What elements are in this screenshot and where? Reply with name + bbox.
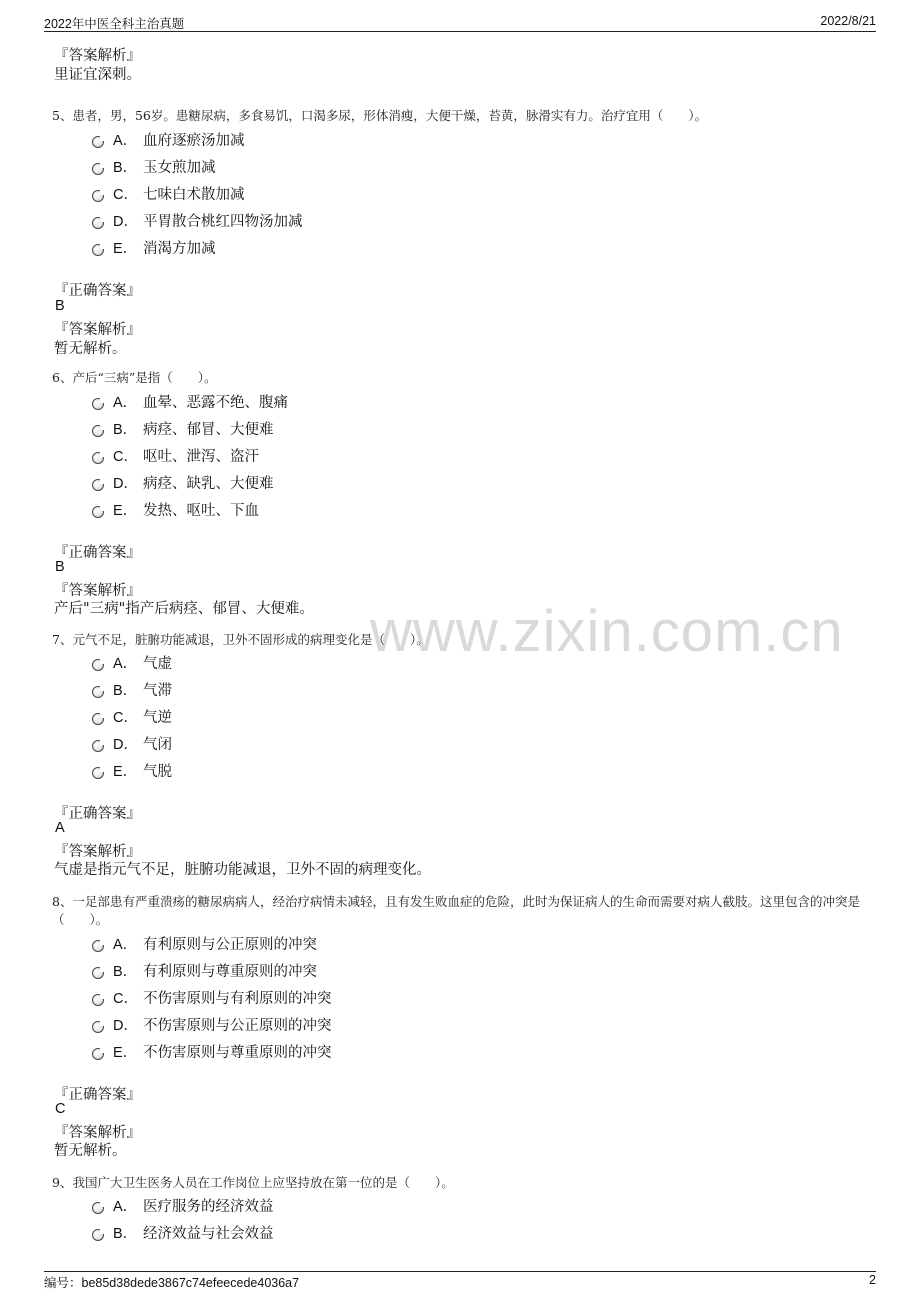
option-c[interactable]: C． 气逆 — [92, 706, 172, 726]
option-b[interactable]: B． 病痉、郁冒、大便难 — [92, 418, 274, 438]
option-e[interactable]: E． 不伤害原则与尊重原则的冲突 — [92, 1041, 332, 1061]
question-text: 5、患者，男，56岁。患糖尿病，多食易饥，口渴多尿，形体消瘦，大便干燥，苔黄，脉滑实有力。治疗宜用（ ）。 — [52, 108, 708, 123]
answer-value: C — [55, 1101, 66, 1117]
radio-icon[interactable] — [92, 425, 104, 437]
radio-icon[interactable] — [92, 659, 104, 671]
radio-icon[interactable] — [92, 136, 104, 148]
answer-value: A — [55, 820, 65, 836]
radio-icon[interactable] — [92, 244, 104, 256]
radio-icon[interactable] — [92, 967, 104, 979]
radio-icon[interactable] — [92, 506, 104, 518]
option-b[interactable]: B． 有利原则与尊重原则的冲突 — [92, 960, 317, 980]
radio-icon[interactable] — [92, 767, 104, 779]
option-e[interactable]: E． 消渴方加减 — [92, 237, 216, 257]
radio-icon[interactable] — [92, 994, 104, 1006]
radio-icon[interactable] — [92, 1229, 104, 1241]
watermark: www.zixin.com.cn — [370, 599, 844, 664]
option-e[interactable]: E． 气脱 — [92, 760, 172, 780]
radio-icon[interactable] — [92, 1202, 104, 1214]
radio-icon[interactable] — [92, 190, 104, 202]
analysis-label: 『答案解析』 — [54, 48, 141, 64]
page-footer — [44, 1271, 876, 1292]
option-b[interactable]: B． 经济效益与社会效益 — [92, 1222, 274, 1242]
option-d[interactable]: D． 不伤害原则与公正原则的冲突 — [92, 1014, 332, 1034]
answer-label: 『正确答案』 — [54, 545, 141, 561]
document-title: 2022年中医全科主治真题 — [44, 17, 185, 31]
radio-icon[interactable] — [92, 713, 104, 725]
option-c[interactable]: C． 七味白术散加减 — [92, 183, 245, 203]
question-text: 6、产后“三病”是指（ ）。 — [52, 370, 217, 385]
radio-icon[interactable] — [92, 163, 104, 175]
analysis-label: 『答案解析』 — [54, 583, 141, 599]
radio-icon[interactable] — [92, 940, 104, 952]
radio-icon[interactable] — [92, 1021, 104, 1033]
option-a[interactable]: A． 有利原则与公正原则的冲突 — [92, 933, 317, 953]
document-code: 编号：be85d38dede3867c74efeecede4036a7 — [44, 1276, 300, 1290]
option-b[interactable]: B． 玉女煎加减 — [92, 156, 216, 176]
analysis-text: 产后"三病"指产后病痉、郁冒、大便难。 — [54, 601, 314, 617]
option-a[interactable]: A． 气虚 — [92, 652, 172, 672]
page-number: 2 — [869, 1273, 876, 1287]
option-d[interactable]: D． 气闭 — [92, 733, 172, 753]
radio-icon[interactable] — [92, 398, 104, 410]
radio-icon[interactable] — [92, 740, 104, 752]
option-d[interactable]: D． 平胃散合桃红四物汤加减 — [92, 210, 303, 230]
option-a[interactable]: A． 医疗服务的经济效益 — [92, 1195, 274, 1215]
analysis-text: 暂无解析。 — [54, 1143, 127, 1159]
radio-icon[interactable] — [92, 217, 104, 229]
answer-label: 『正确答案』 — [54, 806, 141, 822]
answer-label: 『正确答案』 — [54, 283, 141, 299]
document-date: 2022/8/21 — [820, 14, 876, 28]
question-text: 9、我国广大卫生医务人员在工作岗位上应坚持放在第一位的是（ ）。 — [52, 1175, 454, 1190]
analysis-text: 气虚是指元气不足，脏腑功能减退，卫外不固的病理变化。 — [54, 862, 431, 878]
question-text: 8、一足部患有严重溃疡的糖尿病病人，经治疗病情未减轻，且有发生败血症的危险，此时为保证病人的生命而需要对病人截肢。这里包含的冲突是（ ）。 — [52, 894, 860, 927]
question-text: 7、元气不足，脏腑功能减退，卫外不固形成的病理变化是（ ）。 — [52, 632, 429, 647]
radio-icon[interactable] — [92, 1048, 104, 1060]
option-c[interactable]: C． 不伤害原则与有利原则的冲突 — [92, 987, 332, 1007]
option-d[interactable]: D． 病痉、缺乳、大便难 — [92, 472, 274, 492]
analysis-label: 『答案解析』 — [54, 844, 141, 860]
answer-value: B — [55, 559, 65, 575]
option-a[interactable]: A． 血府逐瘀汤加减 — [92, 129, 245, 149]
analysis-label: 『答案解析』 — [54, 322, 141, 338]
option-b[interactable]: B． 气滞 — [92, 679, 172, 699]
analysis-text: 里证宜深刺。 — [54, 67, 141, 83]
option-c[interactable]: C． 呕吐、泄泻、盗汗 — [92, 445, 259, 465]
answer-label: 『正确答案』 — [54, 1087, 141, 1103]
option-e[interactable]: E． 发热、呕吐、下血 — [92, 499, 259, 519]
radio-icon[interactable] — [92, 452, 104, 464]
option-a[interactable]: A． 血晕、恶露不绝、腹痛 — [92, 391, 288, 411]
radio-icon[interactable] — [92, 479, 104, 491]
radio-icon[interactable] — [92, 686, 104, 698]
analysis-label: 『答案解析』 — [54, 1125, 141, 1141]
answer-value: B — [55, 298, 65, 314]
page-header — [44, 12, 876, 32]
analysis-text: 暂无解析。 — [54, 341, 127, 357]
